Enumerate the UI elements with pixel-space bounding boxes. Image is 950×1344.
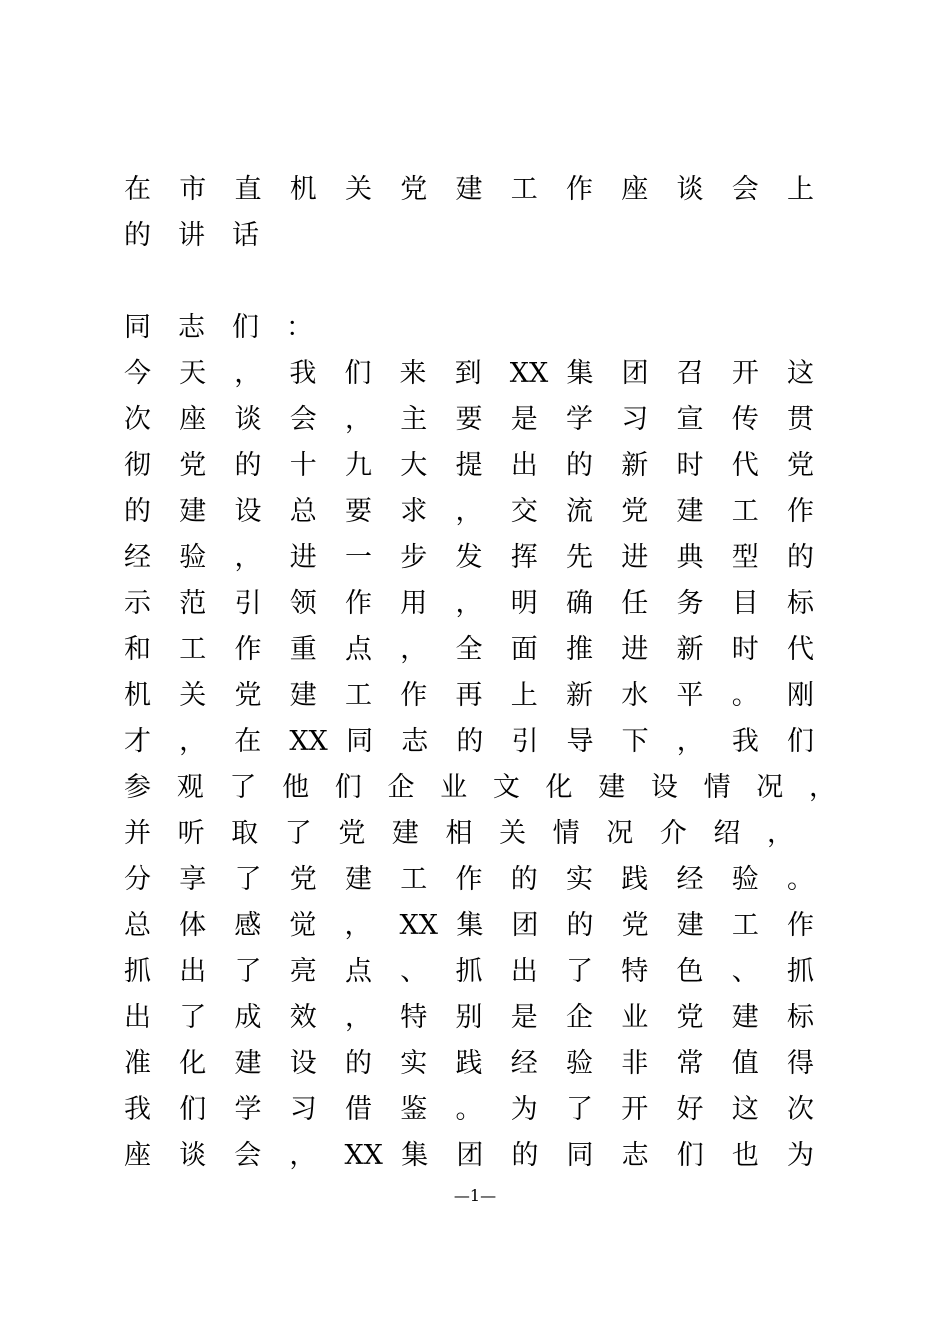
- body-line: 彻 党 的 十 九 大 提 出 的 新 时 代 党: [124, 450, 814, 481]
- body-line: 示 范 引 领 作 用 ， 明 确 任 务 目 标: [124, 588, 814, 619]
- body-line: 并 听 取 了 党 建 相 关 情 况 介 绍 ，: [124, 818, 794, 849]
- body-line: 的 建 设 总 要 求 ， 交 流 党 建 工 作: [124, 496, 814, 527]
- body-line: 抓 出 了 亮 点 、 抓 出 了 特 色 、 抓: [124, 956, 814, 987]
- body-line: 出 了 成 效 ， 特 别 是 企 业 党 建 标: [124, 1002, 814, 1033]
- body-line: 今 天 ， 我 们 来 到 XX 集 团 召 开 这: [124, 358, 814, 389]
- body-line: 总 体 感 觉 ， XX 集 团 的 党 建 工 作: [124, 910, 814, 941]
- body-line: 经 验 ， 进 一 步 发 挥 先 进 典 型 的: [124, 542, 814, 573]
- body-line: 机 关 党 建 工 作 再 上 新 水 平 。 刚: [124, 680, 814, 711]
- title-line-2: 的讲话: [124, 220, 286, 251]
- body-line: 分 享 了 党 建 工 作 的 实 践 经 验 。: [124, 864, 814, 895]
- body-line: 参 观 了 他 们 企 业 文 化 建 设 情 况 ，: [124, 772, 836, 803]
- title-line-1: 在 市 直 机 关 党 建 工 作 座 谈 会 上: [124, 174, 814, 205]
- body-line: 我 们 学 习 借 鉴 。 为 了 开 好 这 次: [124, 1094, 814, 1125]
- page-number: —1—: [453, 1186, 497, 1205]
- body-line: 座 谈 会 ， XX 集 团 的 同 志 们 也 为: [124, 1140, 814, 1171]
- body-line: 和 工 作 重 点 ， 全 面 推 进 新 时 代: [124, 634, 814, 665]
- body-line: 才 ， 在 XX 同 志 的 引 导 下 ， 我 们: [124, 726, 814, 757]
- body-line: 准 化 建 设 的 实 践 经 验 非 常 值 得: [124, 1048, 814, 1079]
- body-line: 次 座 谈 会 ， 主 要 是 学 习 宣 传 贯: [124, 404, 814, 435]
- salutation: 同志们：: [124, 312, 340, 343]
